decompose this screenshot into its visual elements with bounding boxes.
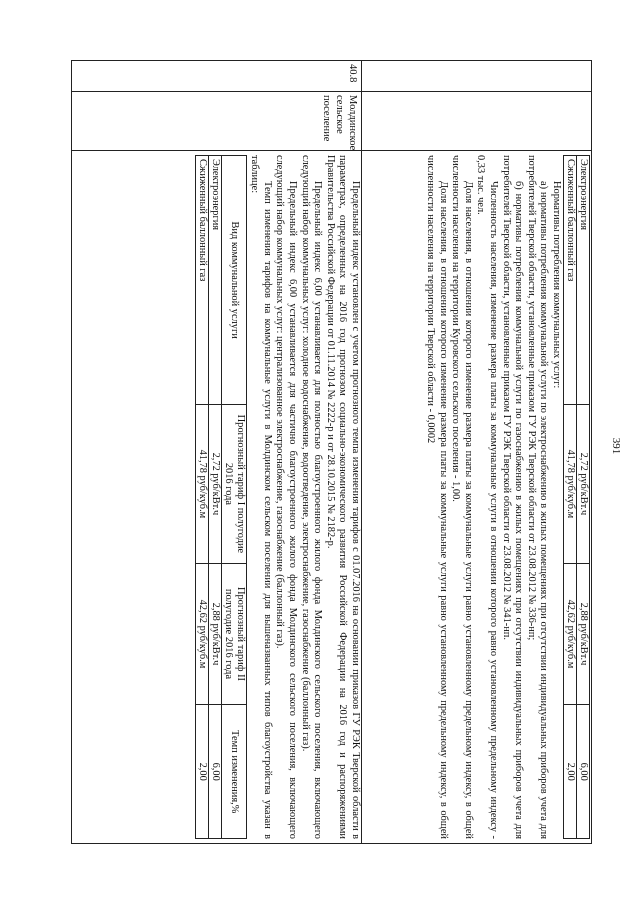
row-number-cell: [72, 61, 362, 92]
tariff-second-half: 42,62 руб/куб.м: [195, 563, 208, 705]
paragraph: Предельный индекс установлен с учетом прогнозного темпа изменения тарифов с 01.07.2016 на основании приказов ГУ РЭК Тверской области в параметрах, определенных на 2016 год прогнозом социально-экономического развития Российской Федерации на 2016 год и распоряжениями Правительства Российской Федерации от 01.11.2014 № 2222-р и от 28.10.2015 № 2182-р.: [324, 155, 361, 839]
row-number: 40.8: [347, 64, 358, 83]
paragraph: Доля населения, в отношении которого изменение размера платы за коммунальные услуги равно установленному предельному индексу, в общей численности населения на территории Куровского сельского поселения - 1,00.: [450, 155, 474, 839]
settlement-name-cell: [72, 92, 362, 151]
main-table: [71, 60, 592, 844]
tariff-row: [195, 156, 208, 839]
tariff-table: [195, 155, 247, 839]
tariff-row: [577, 156, 590, 839]
service-name: Сжиженный баллонный газ: [195, 156, 208, 405]
table-row: [72, 61, 362, 844]
header-change: Темп изменения,%: [221, 705, 246, 839]
tariff-change: 2,00: [195, 705, 208, 839]
header-second-half: Прогнозный тариф II полугодие 2016 года: [221, 563, 246, 705]
tariff-row: [208, 156, 221, 839]
tariff-second-half: 2,88 руб/кВт.ч: [208, 563, 221, 705]
tariff-change: 2,00: [564, 705, 577, 839]
tariff-change: 6,00: [208, 705, 221, 839]
paragraph: Нормативы потребления коммунальных услуг:: [551, 181, 562, 389]
paragraph: а) нормативы потребления коммунальной услуги по электроснабжению в жилых помещениях при отсутствии индивидуальных приборов учета для потребителей Тверской области, установленные приказом ГУ РЭК Тверской области от 23.08.2012 № 336-нп;: [525, 155, 550, 839]
description-cell: [72, 151, 362, 844]
tariff-second-half: 42,62 руб/куб.м: [564, 563, 577, 705]
tariff-second-half: 2,88 руб/кВт.ч: [577, 563, 590, 705]
service-name: Сжиженный баллонный газ: [564, 156, 577, 405]
header-first-half: Прогнозный тариф I полугодие 2016 года: [221, 405, 246, 563]
settlement-name: Молдинское сельское поселение: [320, 95, 358, 151]
tariff-first-half: 2,72 руб/кВт.ч: [208, 405, 221, 563]
paragraph: Доля населения, в отношении которого изменение размера платы за коммунальные услуги равно установленному предельному индексу, в общей численности населения на территории Тверской области - 0,0002: [425, 155, 449, 839]
description-cell: [362, 151, 592, 844]
tariff-row: [564, 156, 577, 839]
tariff-first-half: 41,78 руб/куб.м: [564, 405, 577, 563]
paragraph: Предельный индекс 6,00 устанавливается для частично благоустроенного жилого фонда Молдинского сельского поселения, включающего следующий набор коммунальных услуг: централизованное электроснабжение, газоснабжение (баллонный газ).: [274, 155, 299, 839]
table-row: [362, 61, 592, 844]
rotated-page: [72, 60, 592, 840]
tariff-table: [563, 155, 590, 839]
paragraph: Численность населения, изменение размера платы за коммунальные услуги в отношении которого равно установленному предельному индексу - 0,33 тыс. чел.: [475, 155, 500, 839]
tariff-change: 6,00: [577, 705, 590, 839]
paragraph: Предельный индекс 6,00 устанавливается для полностью благоустроенного жилого фонда Молдинского сельского поселения, включающего следующий набор коммунальных услуг: холодное водоснабжение, водоотведение, электроснабжение, газоснабжение (баллонный газ).: [299, 155, 324, 839]
service-name: Электроэнергия: [577, 156, 590, 405]
tariff-first-half: 41,78 руб/куб.м: [195, 405, 208, 563]
settlement-name-cell: [362, 92, 592, 151]
service-name: Электроэнергия: [208, 156, 221, 405]
row-number-cell: [362, 61, 592, 92]
header-service: Вид коммунальной услуги: [221, 156, 246, 405]
page-number: 391: [610, 437, 622, 455]
tariff-first-half: 2,72 руб/кВт.ч: [577, 405, 590, 563]
paragraph: б) нормативы потребления коммунальной услуги по газоснабжению в жилых помещениях при отсутствии индивидуальных приборов учета для потребителей Тверской области, установленные приказом ГУ РЭК Тверской области от 23.08.2012 № 341-нп.: [500, 155, 525, 839]
paragraph: Темп изменения тарифов на коммунальные услуги в Молдинском сельском поселении для вышеназванных типов благоустройства указан в таблице:: [249, 155, 273, 839]
tariff-header-row: [221, 156, 246, 839]
